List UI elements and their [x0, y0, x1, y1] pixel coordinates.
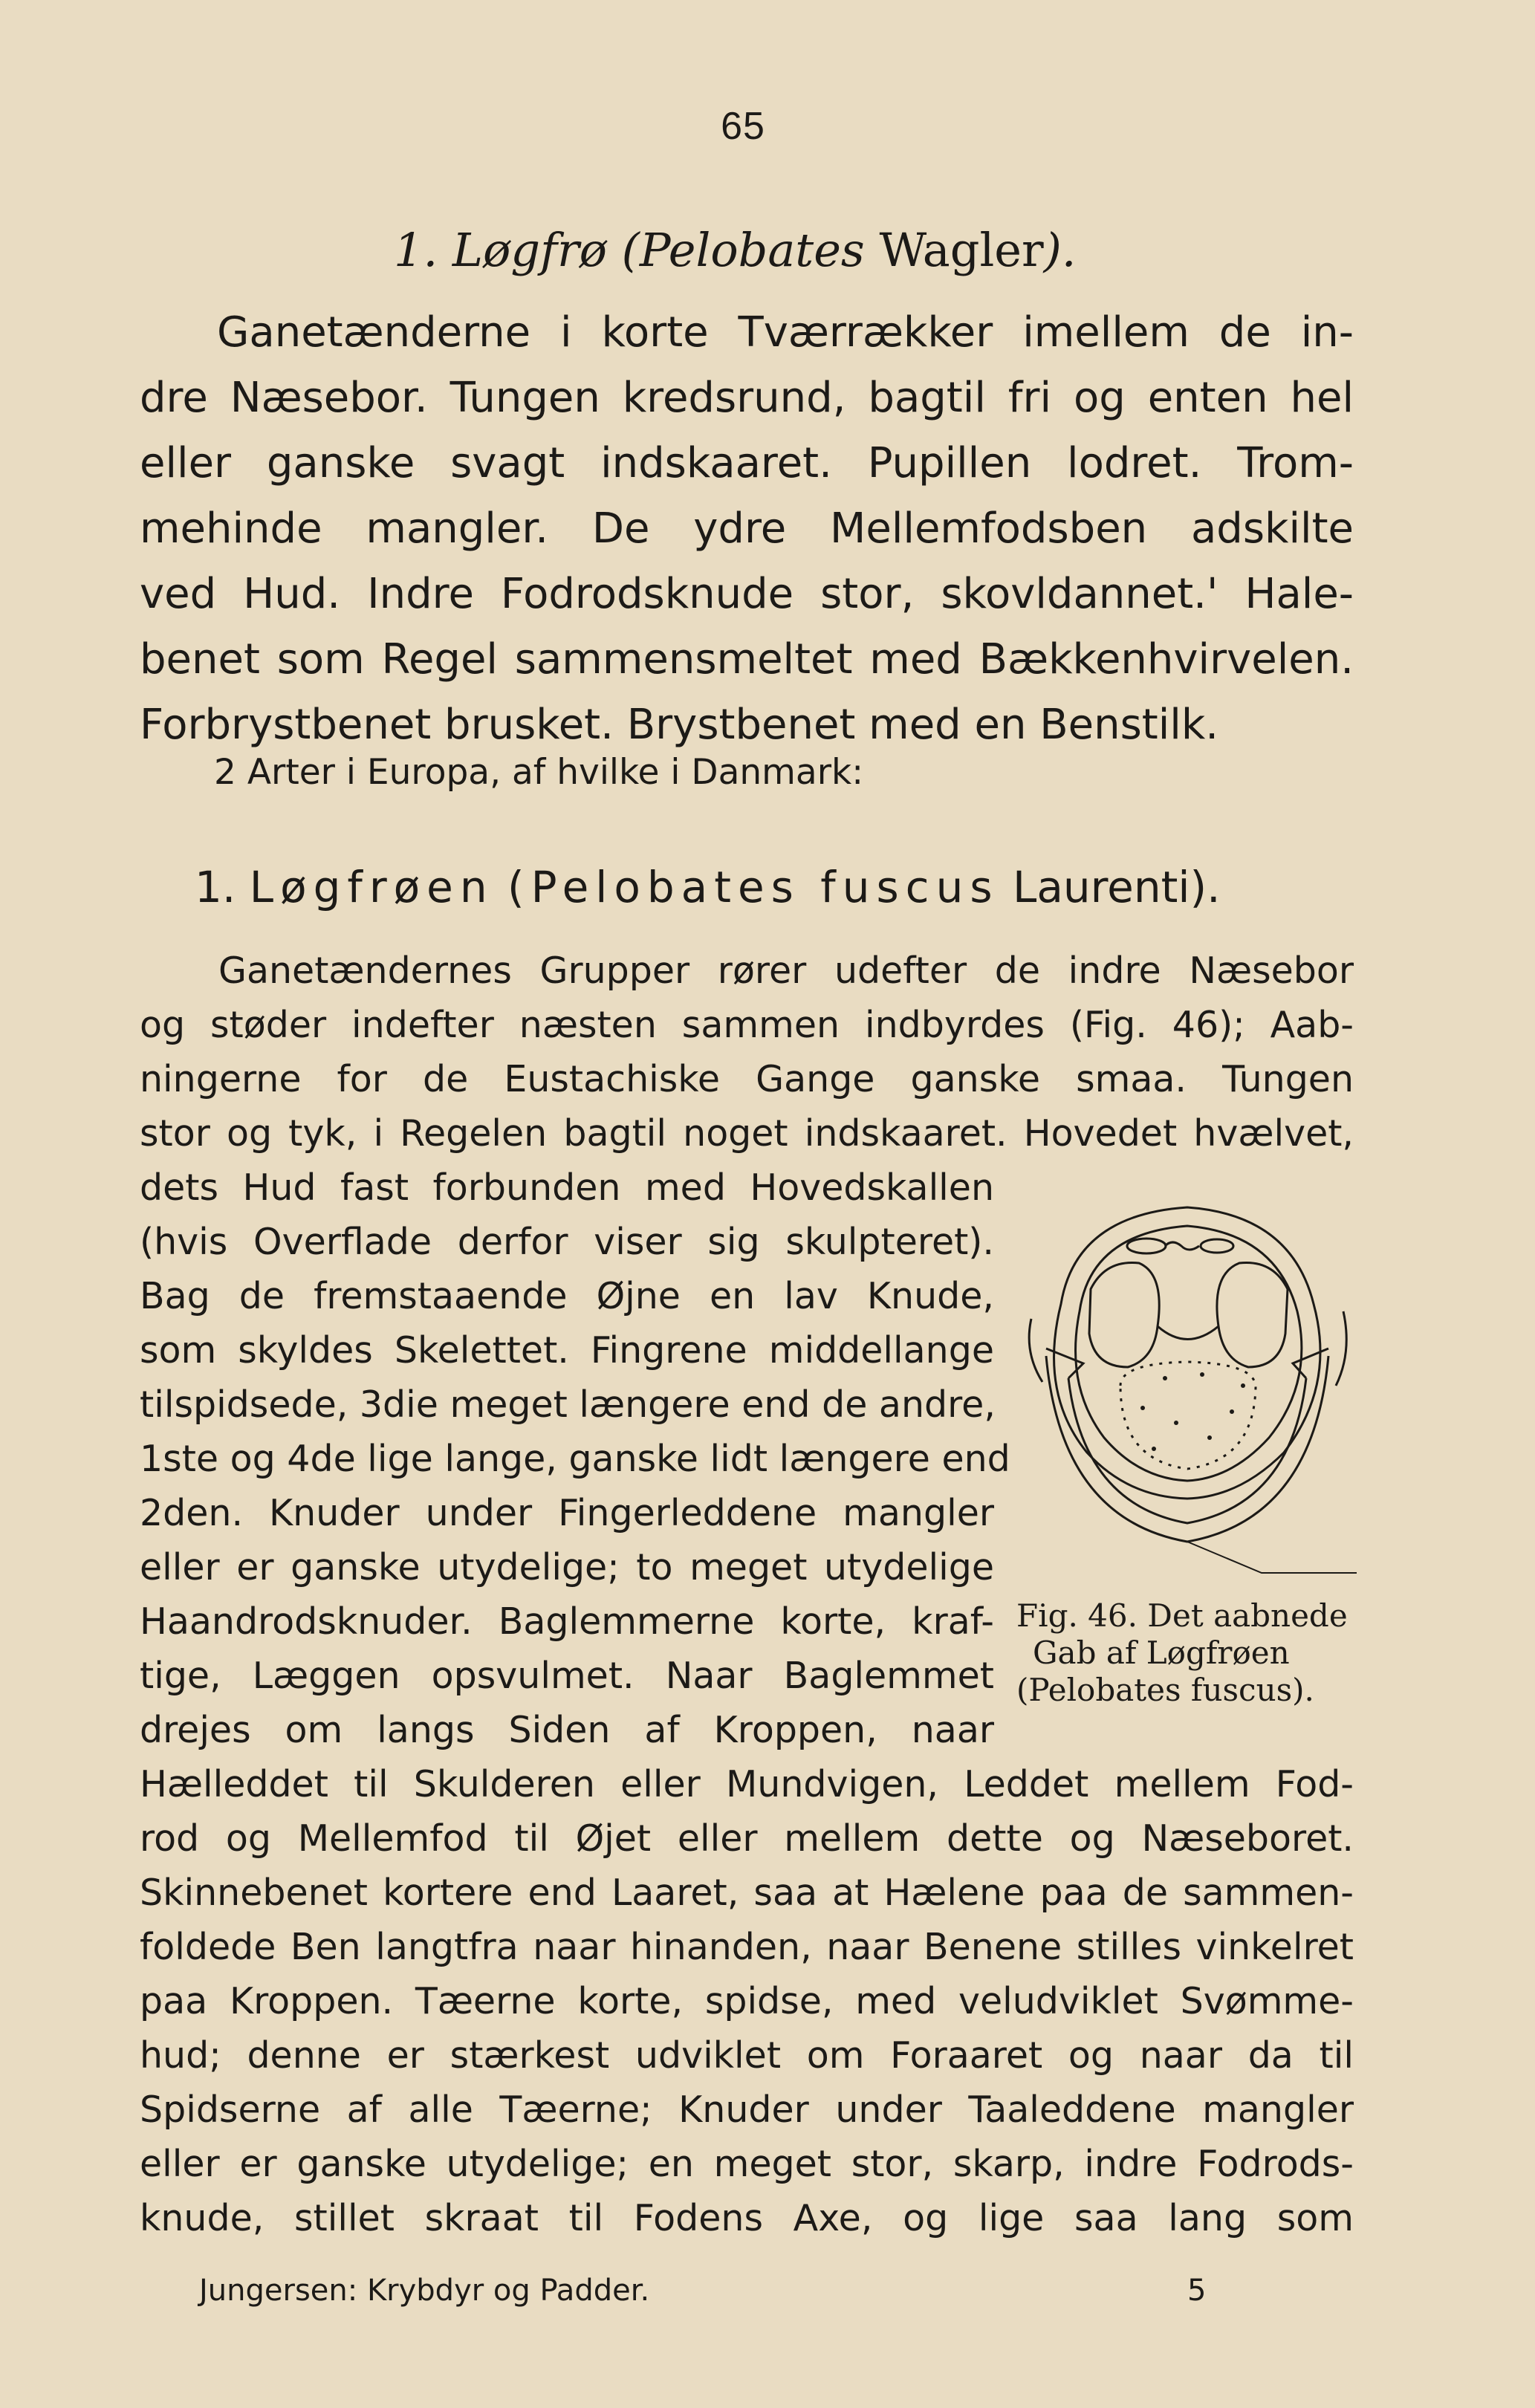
text-line: og støder indefter næsten sammen indbyrdes (Fig. 46); Aab-: [140, 1004, 1354, 1046]
left-edge: [1029, 1319, 1042, 1382]
text-line: dets Hud fast forbunden med Hovedskallen: [140, 1166, 994, 1209]
text-line: (hvis Overflade derfor viser sig skulpteret).: [140, 1221, 994, 1263]
text-line: Bag de fremstaaende Øjne en lav Knude,: [140, 1275, 994, 1317]
tongue: [1120, 1362, 1256, 1469]
text-line: tige, Læggen opsvulmet. Naar Baglemmet: [140, 1655, 994, 1697]
text-line: som skyldes Skelettet. Fingrene middellange: [140, 1329, 994, 1372]
genus-description: [140, 300, 1354, 758]
text-line: paa Kroppen. Tæerne korte, spidse, med veludviklet Svømme-: [140, 1980, 1354, 2022]
caption-line-2: Gab af Løgfrøen: [1033, 1635, 1290, 1671]
text-line: ved Hud. Indre Fodrodsknude stor, skovldannet.' Hale-: [140, 570, 1354, 618]
text-line: drejes om langs Siden af Kroppen, naar: [140, 1709, 994, 1751]
figure-caption: [1016, 1597, 1366, 1709]
palate-line: [1158, 1326, 1218, 1340]
footer-signature: Jungersen: Krybdyr og Padder.: [199, 2274, 650, 2308]
vomerine-teeth: [1165, 1242, 1199, 1250]
text-line: 1ste og 4de lige lange, ganske lidt længere end: [140, 1438, 1010, 1480]
text-line: Skinnebenet kortere end Laaret, saa at Hælene paa de sammen-: [140, 1872, 1354, 1914]
text-line: foldede Ben langtfra naar hinanden, naar Benene stilles vinkelret: [140, 1926, 1354, 1968]
species-description-narrow: [140, 1161, 1010, 1757]
page-number: 65: [721, 105, 765, 148]
text-line: eller ganske svagt indskaaret. Pupillen lodret. Trom-: [140, 439, 1354, 487]
lower-jaw-tip: [1187, 1542, 1357, 1573]
text-line: knude, stillet skraat til Fodens Axe, og lige saa lang som: [140, 2197, 1354, 2239]
text-line: eller er ganske utydelige; en meget stor, skarp, indre Fodrods-: [140, 2143, 1354, 2185]
text-line: mehinde mangler. De ydre Mellemfodsben adskilte: [140, 504, 1354, 553]
frog-mouth-figure: [1016, 1192, 1357, 1579]
species-number: 1.: [195, 862, 236, 912]
caption-line-3: (Pelobates fuscus).: [1016, 1672, 1314, 1708]
text-line: Hælleddet til Skulderen eller Mundvigen, Leddet mellem Fod-: [140, 1763, 1354, 1805]
text-line: Forbrystbenet brusket. Brystbenet med en Benstilk.: [140, 701, 1219, 749]
text-line: Ganetændernes Grupper rører udefter de indre Næsebor: [218, 950, 1354, 992]
text-line: rod og Mellemfod til Øjet eller mellem dette og Næseboret.: [140, 1817, 1354, 1860]
genus-name: Løgfrø (Pelobates: [452, 223, 865, 277]
footer-sheet-number: 5: [1187, 2274, 1207, 2308]
right-edge: [1336, 1311, 1346, 1386]
text-line: benet som Regel sammensmeltet med Bækkenhvirvelen.: [140, 635, 1354, 684]
caption-line-1: Fig. 46. Det aabnede: [1016, 1597, 1348, 1634]
left-eye-bulge: [1089, 1262, 1159, 1367]
genus-number: 1.: [394, 223, 438, 277]
left-nostril: [1127, 1239, 1166, 1253]
species-author: Laurenti).: [1013, 862, 1221, 912]
upper-jaw-outline: [1054, 1207, 1320, 1499]
right-eye-bulge: [1217, 1262, 1288, 1367]
species-description-rest: [140, 1757, 1354, 2245]
species-description-top: [140, 944, 1354, 1161]
text-line: stor og tyk, i Regelen bagtil noget indskaaret. Hovedet hvælvet,: [140, 1112, 1354, 1155]
text-line: Ganetænderne i korte Tværrækker imellem de in-: [217, 308, 1354, 357]
text-line: 2den. Knuder under Fingerleddene mangler: [140, 1492, 994, 1534]
text-line: dre Næsebor. Tungen kredsrund, bagtil fri og enten hel: [140, 374, 1354, 422]
genus-heading: [394, 223, 1077, 277]
text-line: hud; denne er stærkest udviklet om Foraaret og naar da til: [140, 2034, 1354, 2077]
text-line: Haandrodsknuder. Baglemmerne korte, kraf-: [140, 1600, 994, 1643]
species-heading: [195, 862, 1221, 912]
species-common-name: Løgfrøen: [249, 862, 494, 912]
text-line: eller er ganske utydelige; to meget utydelige: [140, 1546, 994, 1588]
species-intro: 2 Arter i Europa, af hvilke i Danmark:: [214, 752, 864, 793]
genus-close: ).: [1043, 223, 1077, 277]
text-line: ningerne for de Eustachiske Gange ganske smaa. Tungen: [140, 1058, 1354, 1100]
text-line: tilspidsede, 3die meget længere end de andre,: [140, 1383, 996, 1426]
inner-jaw-outline: [1076, 1226, 1302, 1481]
text-line: Spidserne af alle Tæerne; Knuder under Taaleddene mangler: [140, 2089, 1354, 2131]
species-latin-name: (Pelobates fuscus: [507, 862, 999, 912]
genus-author: Wagler: [879, 223, 1044, 277]
right-nostril: [1201, 1239, 1233, 1253]
